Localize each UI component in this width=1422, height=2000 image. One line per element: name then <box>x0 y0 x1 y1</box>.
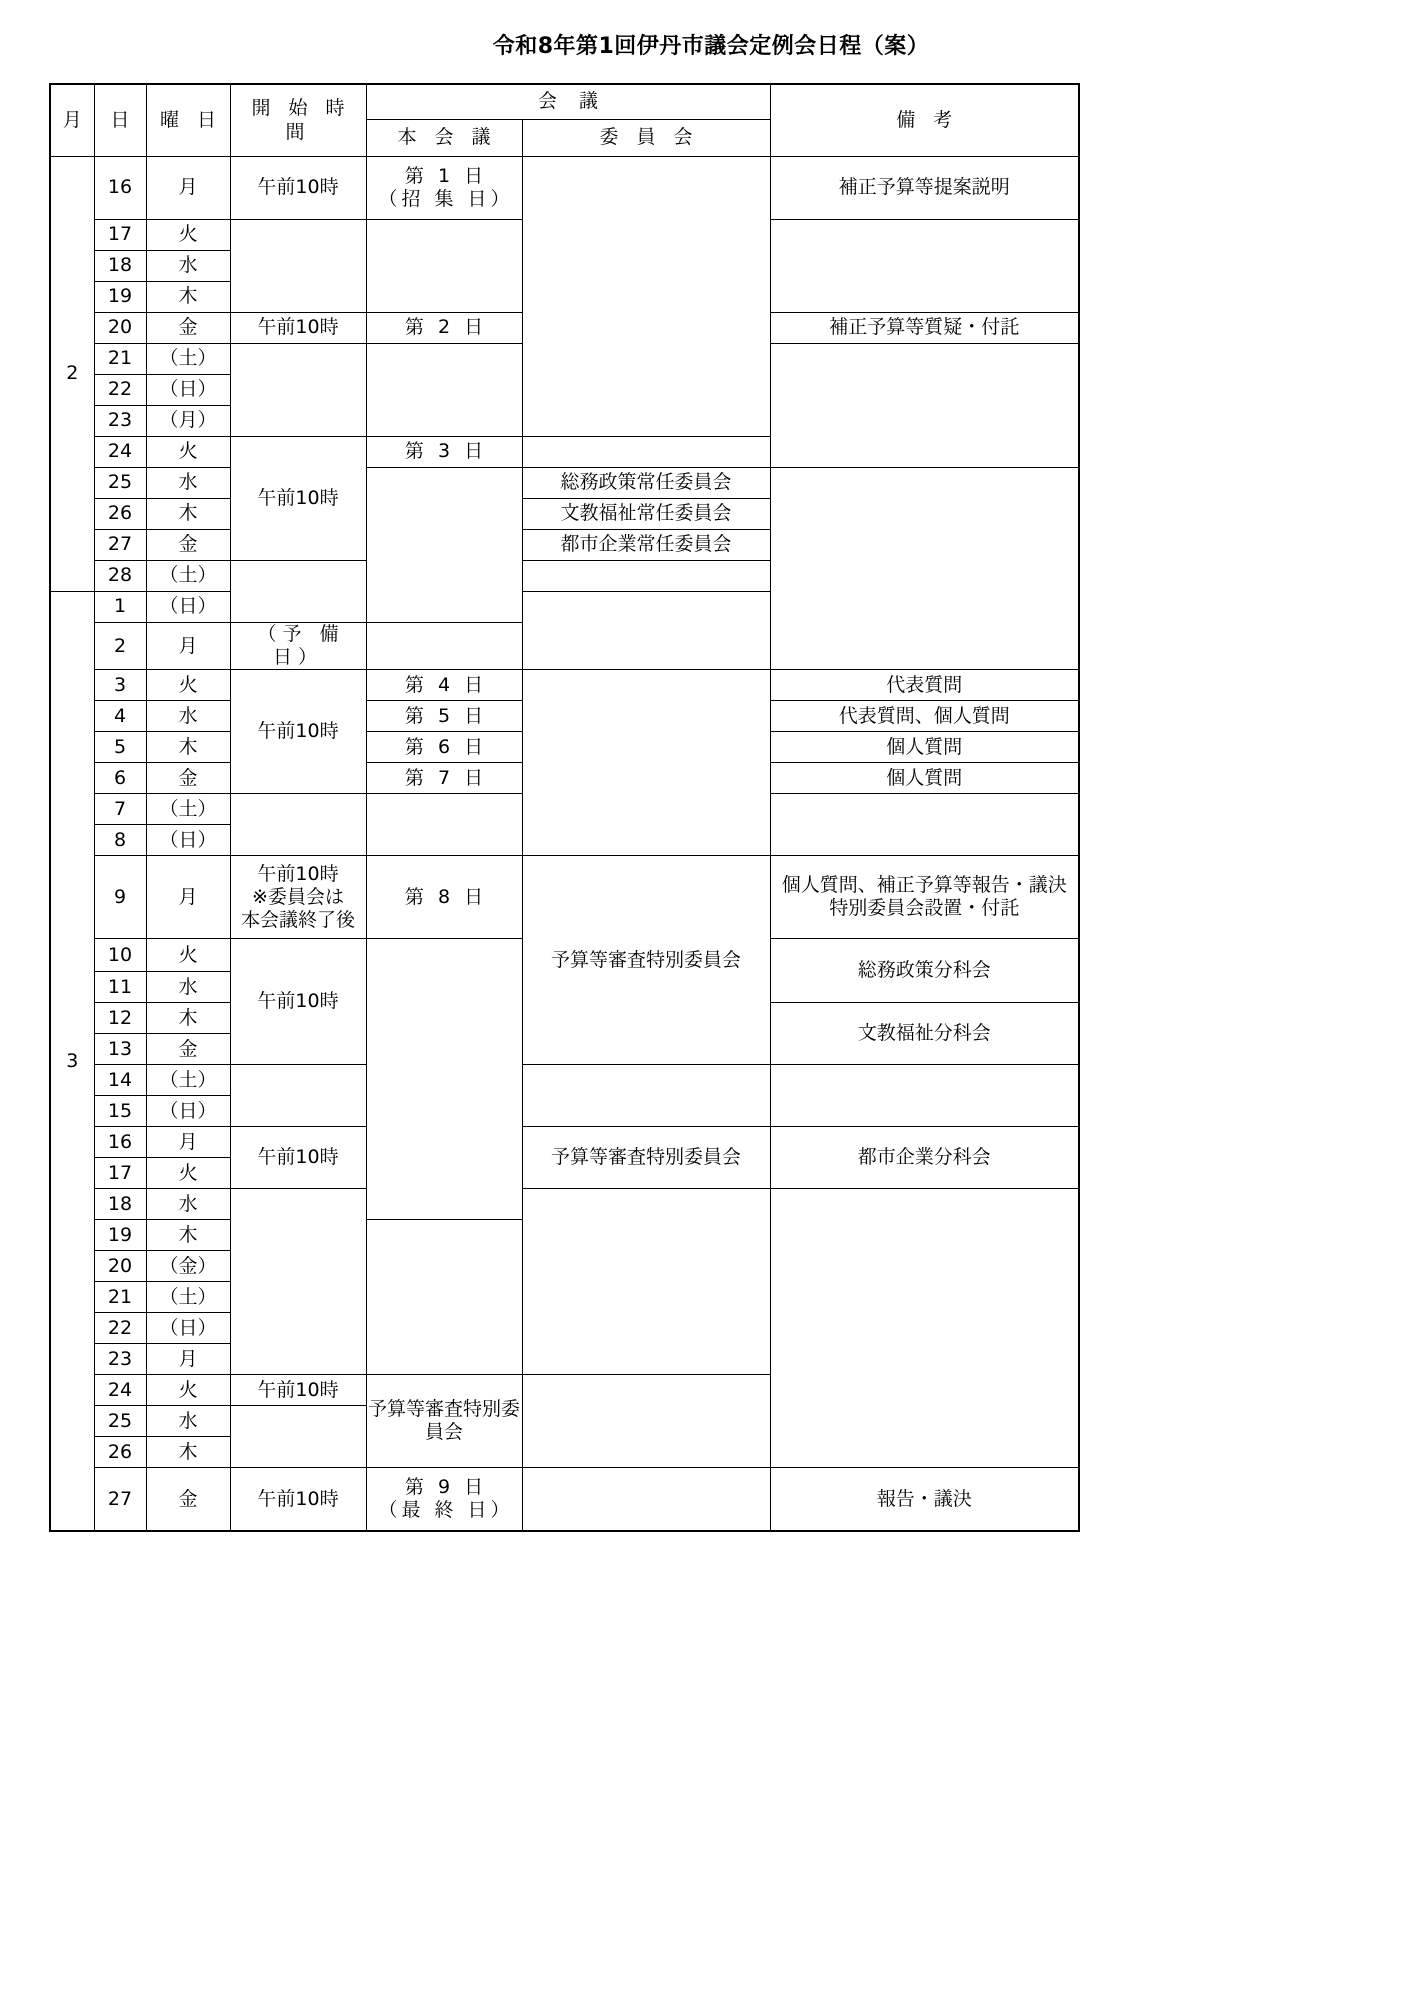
committee-cell: 都市企業常任委員会 <box>522 530 770 561</box>
day-cell: 3 <box>94 670 146 701</box>
remarks-line-1: 個人質問、補正予算等報告・議決 <box>781 874 1067 897</box>
day-cell: 25 <box>94 468 146 499</box>
day-cell: 21 <box>94 1282 146 1313</box>
day-cell: 24 <box>94 437 146 468</box>
remarks-cell-blank <box>770 1189 1079 1468</box>
time-cell-blank <box>230 220 366 313</box>
dow-cell: 金 <box>146 1468 230 1532</box>
header-month: 月 <box>50 84 94 157</box>
day-cell: 11 <box>94 972 146 1003</box>
time-cell-blank <box>522 592 770 670</box>
plenary-cell <box>366 157 522 220</box>
remarks-line-2: 特別委員会設置・付託 <box>829 897 1020 920</box>
day-cell: 12 <box>94 1003 146 1034</box>
dow-cell: （日） <box>146 1313 230 1344</box>
time-cell-blank <box>230 1065 366 1127</box>
remarks-cell-blank <box>770 794 1079 856</box>
committee-cell-blank <box>522 157 770 437</box>
header-day: 日 <box>94 84 146 157</box>
day-cell: 27 <box>94 530 146 561</box>
day-cell: 9 <box>94 856 146 939</box>
plenary-cell: 第 4 日 <box>366 670 522 701</box>
dow-cell: 木 <box>146 732 230 763</box>
day-cell: 26 <box>94 499 146 530</box>
day-cell: 18 <box>94 251 146 282</box>
plenary-cell: 第 6 日 <box>366 732 522 763</box>
day-cell: 7 <box>94 794 146 825</box>
dow-cell: 火 <box>146 220 230 251</box>
header-start-time: 開 始 時 間 <box>230 84 366 157</box>
plenary-cell-blank <box>366 794 522 856</box>
dow-cell: （土） <box>146 1065 230 1096</box>
committee-cell: 予算等審査特別委員会 <box>366 1375 522 1468</box>
committee-cell-blank <box>230 561 366 623</box>
dow-cell: 火 <box>146 670 230 701</box>
time-line-3: 本会議終了後 <box>240 908 355 931</box>
committee-cell: 予算等審査特別委員会 <box>522 1127 770 1189</box>
table-header <box>50 84 1079 157</box>
header-committee: 委 員 会 <box>522 120 770 157</box>
header-meeting-group: 会 議 <box>366 84 770 120</box>
dow-cell: 水 <box>146 972 230 1003</box>
dow-cell: 水 <box>146 1406 230 1437</box>
remarks-cell-multiline <box>770 856 1079 939</box>
table-row <box>50 670 1079 701</box>
dow-cell: （土） <box>146 1282 230 1313</box>
month-cell-march: 3 <box>50 592 94 1532</box>
plenary-cell-blank <box>366 468 522 623</box>
day-cell: 16 <box>94 157 146 220</box>
schedule-table <box>49 83 1080 1532</box>
committee-cell-blank <box>522 1468 770 1532</box>
dow-cell: 水 <box>146 468 230 499</box>
dow-cell: 月 <box>146 1127 230 1158</box>
time-cell-blank <box>230 794 366 856</box>
day-cell: 20 <box>94 1251 146 1282</box>
day-cell: 19 <box>94 282 146 313</box>
day-cell: 15 <box>94 1096 146 1127</box>
committee-cell-blank <box>522 437 770 468</box>
remarks-cell-blank <box>770 1065 1079 1127</box>
dow-cell: 木 <box>146 1220 230 1251</box>
dow-cell: 木 <box>146 1437 230 1468</box>
dow-cell: 火 <box>146 1375 230 1406</box>
time-cell-blank <box>230 344 366 437</box>
table-row <box>50 856 1079 939</box>
day-cell: 20 <box>94 313 146 344</box>
time-cell-blank <box>230 1406 366 1468</box>
day-cell: 4 <box>94 701 146 732</box>
table-body <box>50 157 1079 1532</box>
plenary-cell <box>366 1468 522 1532</box>
dow-cell: 金 <box>146 1034 230 1065</box>
remarks-cell: 個人質問 <box>770 732 1079 763</box>
committee-cell-blank <box>522 670 770 856</box>
dow-cell: 水 <box>146 701 230 732</box>
remarks-cell: 代表質問、個人質問 <box>770 701 1079 732</box>
committee-cell: 総務政策常任委員会 <box>522 468 770 499</box>
day-cell: 8 <box>94 825 146 856</box>
plenary-cell: 第 8 日 <box>366 856 522 939</box>
dow-cell: （土） <box>146 344 230 375</box>
day-cell: 10 <box>94 939 146 972</box>
plenary-line-1: 第 1 日 <box>404 164 488 187</box>
header-remarks: 備 考 <box>770 84 1079 157</box>
dow-cell: 木 <box>146 1003 230 1034</box>
day-cell: 5 <box>94 732 146 763</box>
page-title: 令和8年第1回伊丹市議会定例会日程（案） <box>492 34 930 59</box>
committee-cell: 予算等審査特別委員会 <box>522 856 770 1065</box>
day-cell: 27 <box>94 1468 146 1532</box>
plenary-cell: 第 7 日 <box>366 763 522 794</box>
time-line-2: ※委員会は <box>252 885 344 908</box>
day-cell: 6 <box>94 763 146 794</box>
time-cell: 午前10時 <box>230 437 366 561</box>
header-row-1 <box>50 84 1079 120</box>
table-row <box>50 1127 1079 1158</box>
dow-cell: 水 <box>146 1189 230 1220</box>
dow-cell: 金 <box>146 313 230 344</box>
dow-cell: 水 <box>146 251 230 282</box>
header-plenary: 本 会 議 <box>366 120 522 157</box>
table-row <box>50 1189 1079 1220</box>
dow-cell: 金 <box>146 530 230 561</box>
day-cell: 16 <box>94 1127 146 1158</box>
time-cell: 午前10時 <box>230 1375 366 1406</box>
table-row <box>50 468 1079 499</box>
plenary-cell: 第 5 日 <box>366 701 522 732</box>
schedule-table-container <box>49 83 1078 1532</box>
day-cell: 22 <box>94 1313 146 1344</box>
committee-cell-blank <box>522 1065 770 1127</box>
plenary-cell: 第 3 日 <box>366 437 522 468</box>
committee-cell-blank <box>522 1189 770 1375</box>
remarks-cell-blank <box>770 220 1079 313</box>
day-cell: 24 <box>94 1375 146 1406</box>
time-cell: 午前10時 <box>230 1127 366 1189</box>
dow-cell: 木 <box>146 282 230 313</box>
dow-cell: 月 <box>146 623 230 670</box>
dow-cell: （日） <box>146 825 230 856</box>
day-cell: 25 <box>94 1406 146 1437</box>
day-cell: 14 <box>94 1065 146 1096</box>
table-row <box>50 1468 1079 1532</box>
time-cell: 午前10時 <box>230 313 366 344</box>
day-cell: 22 <box>94 375 146 406</box>
dow-cell: （日） <box>146 592 230 623</box>
dow-cell: （土） <box>146 794 230 825</box>
day-cell: 2 <box>94 623 146 670</box>
plenary-cell-blank <box>366 939 522 1220</box>
remarks-cell: 個人質問 <box>770 763 1079 794</box>
day-cell: 26 <box>94 1437 146 1468</box>
dow-cell: （日） <box>146 375 230 406</box>
dow-cell: （日） <box>146 1096 230 1127</box>
day-cell: 23 <box>94 1344 146 1375</box>
day-cell: 1 <box>94 592 146 623</box>
dow-cell: （金） <box>146 1251 230 1282</box>
day-cell: 18 <box>94 1189 146 1220</box>
header-day-of-week: 曜 日 <box>146 84 230 157</box>
dow-cell: 月 <box>146 157 230 220</box>
remarks-cell-blank <box>770 344 1079 468</box>
dow-cell: 火 <box>146 437 230 468</box>
time-line-1: 午前10時 <box>257 862 339 885</box>
day-cell: 28 <box>94 561 146 592</box>
remarks-cell: 補正予算等質疑・付託 <box>770 313 1079 344</box>
day-cell: 13 <box>94 1034 146 1065</box>
day-cell: 21 <box>94 344 146 375</box>
month-cell-february: 2 <box>50 157 94 592</box>
plenary-line-1: 第 9 日 <box>404 1476 488 1499</box>
plenary-cell-blank <box>366 344 522 437</box>
time-cell: 午前10時 <box>230 939 366 1065</box>
table-row <box>50 157 1079 220</box>
day-cell: 19 <box>94 1220 146 1251</box>
remarks-cell: 都市企業分科会 <box>770 1127 1079 1189</box>
plenary-cell-blank <box>366 220 522 313</box>
day-cell: 23 <box>94 406 146 437</box>
day-cell: 17 <box>94 1158 146 1189</box>
remarks-cell: 文教福祉分科会 <box>770 1003 1079 1065</box>
dow-cell: 木 <box>146 499 230 530</box>
remarks-cell: 総務政策分科会 <box>770 939 1079 1003</box>
dow-cell: 月 <box>146 856 230 939</box>
dow-cell: （月） <box>146 406 230 437</box>
time-cell: 午前10時 <box>230 670 366 794</box>
time-cell-with-note <box>230 856 366 939</box>
committee-cell-reserve-day: （予 備 日） <box>230 623 366 670</box>
dow-cell: 火 <box>146 1158 230 1189</box>
dow-cell: （土） <box>146 561 230 592</box>
day-cell: 17 <box>94 220 146 251</box>
remarks-cell: 報告・議決 <box>770 1468 1079 1532</box>
table-row <box>50 1065 1079 1096</box>
plenary-line-2: （招 集 日） <box>378 188 514 210</box>
remarks-cell: 代表質問 <box>770 670 1079 701</box>
plenary-line-2: （最 終 日） <box>378 1499 514 1522</box>
dow-cell: 火 <box>146 939 230 972</box>
plenary-cell: 第 2 日 <box>366 313 522 344</box>
time-cell: 午前10時 <box>230 157 366 220</box>
dow-cell: 金 <box>146 763 230 794</box>
time-cell: 午前10時 <box>230 1468 366 1532</box>
committee-cell: 文教福祉常任委員会 <box>522 499 770 530</box>
dow-cell: 月 <box>146 1344 230 1375</box>
remarks-cell-blank <box>770 468 1079 670</box>
time-cell-blank <box>230 1189 366 1375</box>
remarks-cell: 補正予算等提案説明 <box>770 157 1079 220</box>
